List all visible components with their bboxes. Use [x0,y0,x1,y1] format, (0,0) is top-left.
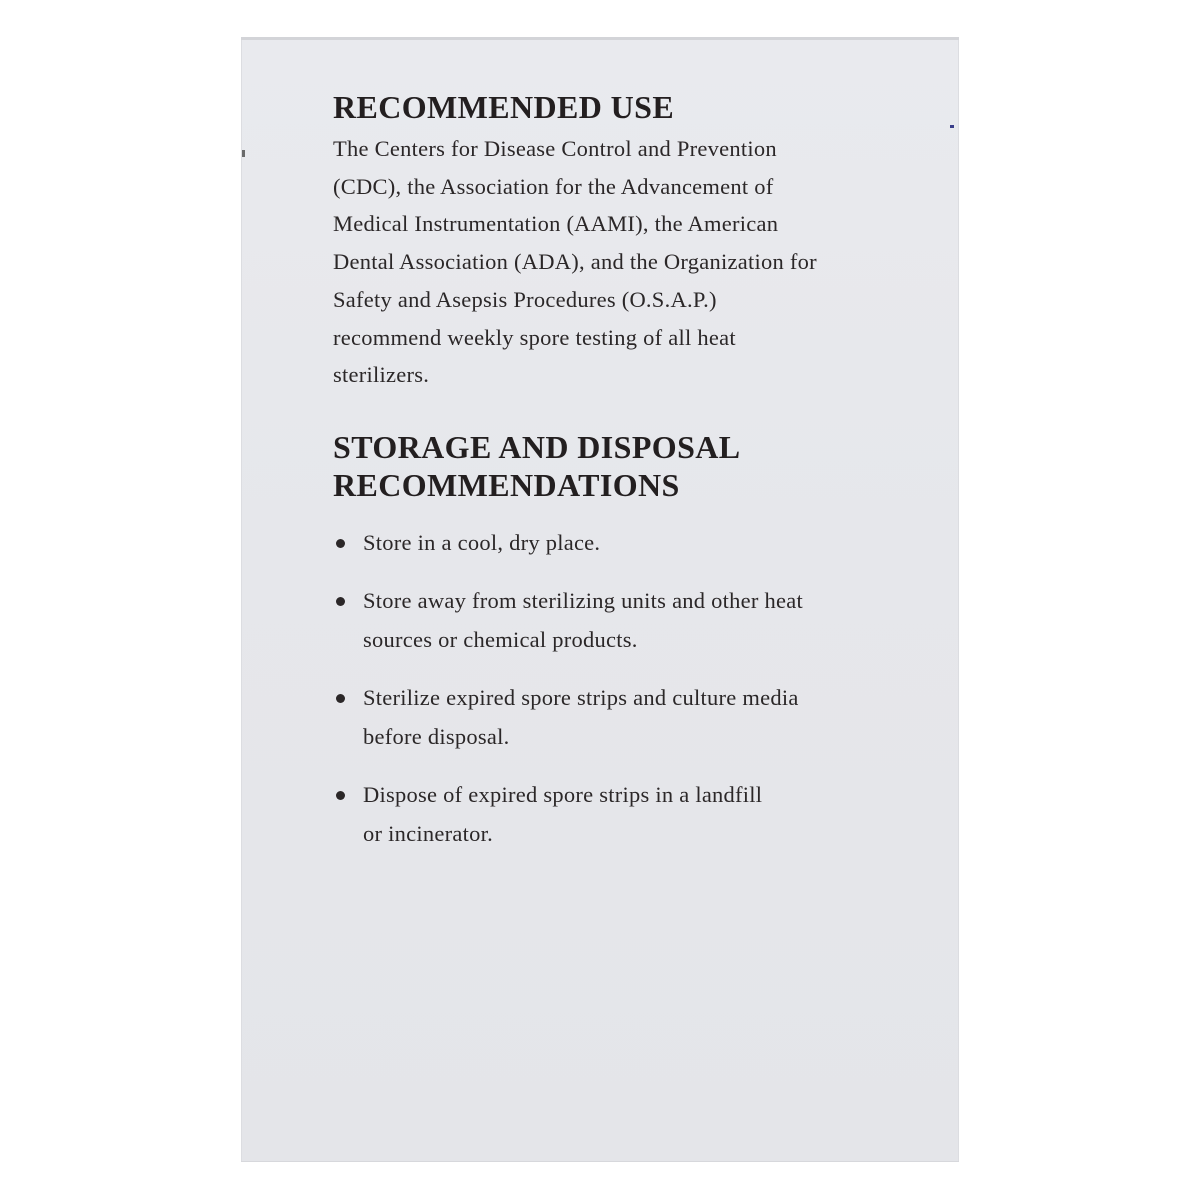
storage-heading-line-2: RECOMMENDATIONS [333,466,680,503]
storage-list [333,524,933,854]
list-item-text: Store away from sterilizing units and other heat sources or chemical products. [363,588,804,652]
package-text [333,88,933,873]
recommended-use-heading: RECOMMENDED USE [333,89,675,125]
list-item [333,679,933,756]
list-item [333,776,933,853]
storage-heading-line-1: STORAGE AND DISPOSAL [333,428,741,465]
bullet-dot-icon [336,539,345,548]
bullet-dot-icon [336,694,345,703]
bullet-dot-icon [336,791,345,800]
left-edge-mark [242,150,245,157]
package-top-edge [241,37,959,40]
recommended-use-section [333,88,933,394]
list-item [333,524,933,563]
list-item-text: Sterilize expired spore strips and culture media before disposal. [363,685,799,749]
recommended-use-body: The Centers for Disease Control and Prevention (CDC), the Association for the Advancement of Medical Instrumentation (AAMI), the American Dental Association (ADA), and the Organization for Safety and Asepsis Procedures (O.S.A.P.) recommend weekly spore testing of all heat sterilizers. [333,136,817,388]
list-item-text: Dispose of expired spore strips in a landfill or incinerator. [363,782,763,846]
list-item-text: Store in a cool, dry place. [363,529,601,555]
storage-disposal-section [333,428,933,854]
list-item [333,582,933,659]
bullet-dot-icon [336,597,345,606]
right-edge-mark [950,125,954,128]
